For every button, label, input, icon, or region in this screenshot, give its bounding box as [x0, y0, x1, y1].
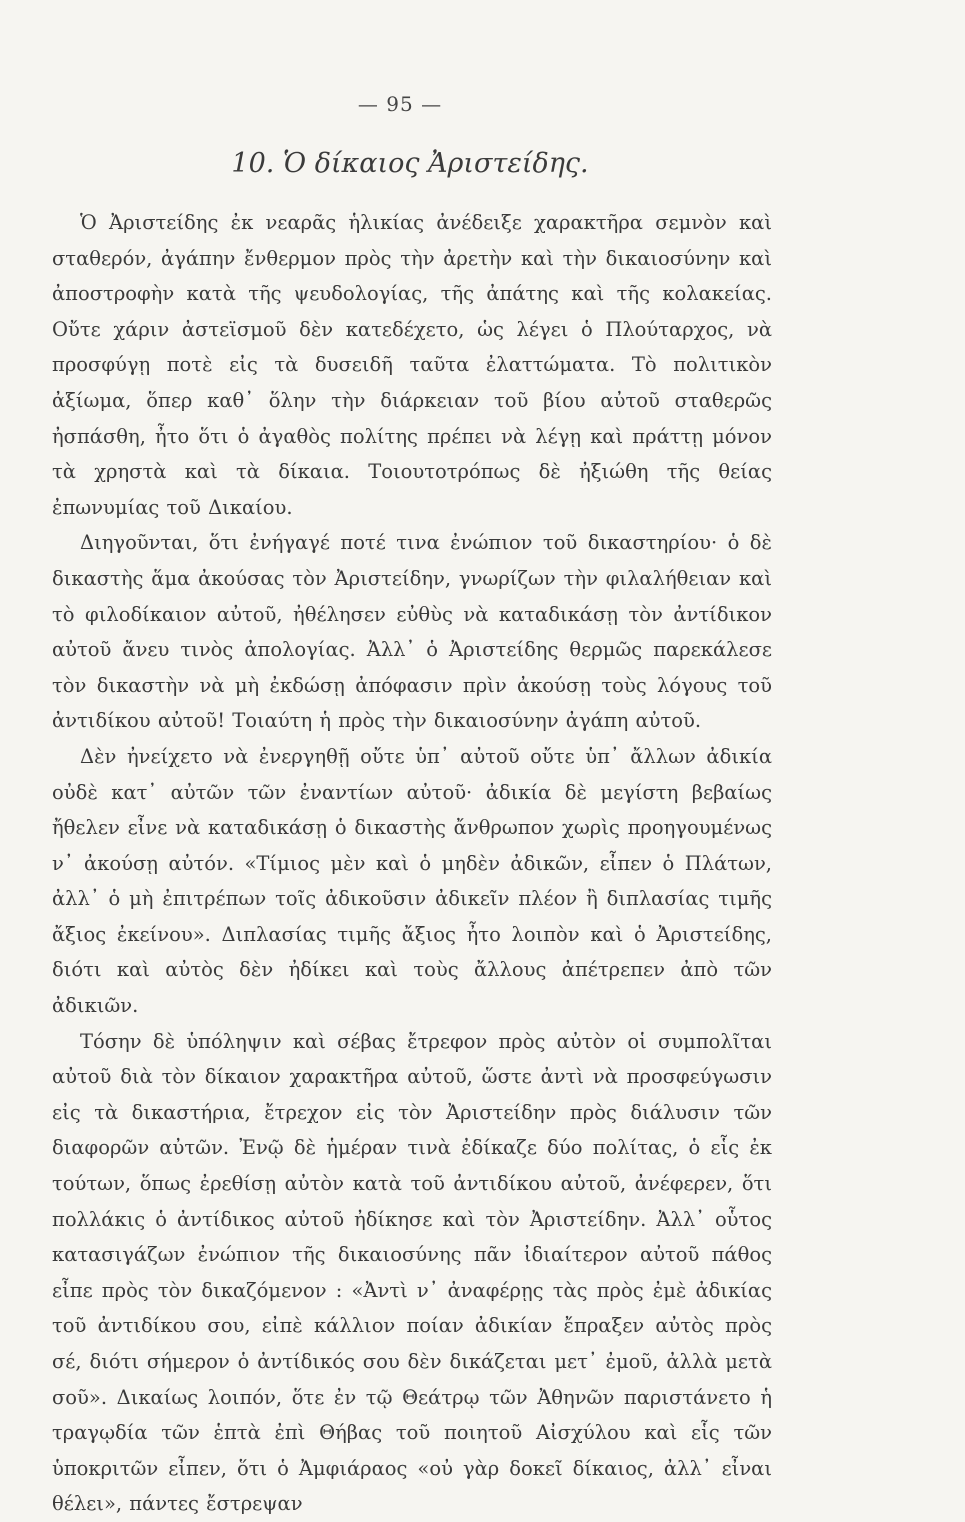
paragraph: Ὁ Ἀριστείδης ἐκ νεαρᾶς ἡλικίας ἀνέδειξε χαρακτῆρα σεμνὸν καὶ σταθερόν, ἀγάπην ἔνθερμον πρὸς τὴν ἀρετὴν καὶ τὴν δικαιοσύνην καὶ ἀποστροφὴν κατὰ τῆς ψευδολογίας, τῆς ἀπάτης καὶ τῆς κολακείας. Οὔτε χάριν ἀστεϊσμοῦ δὲν κατεδέχετο, ὡς λέγει ὁ Πλούταρχος, νὰ προσφύγῃ ποτὲ εἰς τὰ δυσειδῆ ταῦτα ἐλαττώματα. Τὸ πολιτικὸν ἀξίωμα, ὅπερ καθ᾽ ὅλην τὴν διάρκειαν τοῦ βίου αὐτοῦ σταθερῶς ἠσπάσθη, ἦτο ὅτι ὁ ἀγαθὸς πολίτης πρέπει νὰ λέγῃ καὶ πράττῃ μόνον τὰ χρηστὰ καὶ τὰ δίκαια. Τοιουτοτρόπως δὲ ἠξιώθη τῆς θείας ἐπωνυμίας τοῦ Δικαίου.	[52, 211, 772, 519]
page-number: — 95 —	[357, 92, 443, 116]
body-text	[52, 205, 772, 1522]
paragraph: Τόσην δὲ ὑπόληψιν καὶ σέβας ἔτρεφον πρὸς αὐτὸν οἱ συμπολῖται αὐτοῦ διὰ τὸν δίκαιον χαρακτῆρα αὐτοῦ, ὥστε ἀντὶ νὰ προσφεύγωσιν εἰς τὰ δικαστήρια, ἔτρεχον εἰς τὸν Ἀριστείδην πρὸς διάλυσιν τῶν διαφορῶν αὐτῶν. Ἐνῷ δὲ ἡμέραν τινὰ ἐδίκαζε δύο πολίτας, ὁ εἷς ἐκ τούτων, ὅπως ἐρεθίσῃ αὐτὸν κατὰ τοῦ ἀντιδίκου αὐτοῦ, ἀνέφερεν, ὅτι πολλάκις ὁ ἀντίδικος αὐτοῦ ἠδίκησε καὶ τὸν Ἀριστείδην. Ἀλλ᾽ οὗτος κατασιγάζων ἐνώπιον τῆς δικαιοσύνης πᾶν ἰδιαίτερον αὐτοῦ πάθος εἶπε πρὸς τὸν δικαζόμενον : «Ἀντὶ ν᾽ ἀναφέρῃς τὰς πρὸς ἐμὲ ἀδικίας τοῦ ἀντιδίκου σου, εἰπὲ κάλλιον ποίαν ἀδικίαν ἔπραξεν αὐτὸς πρὸς σέ, διότι σήμερον ὁ ἀντίδικός σου δὲν δικάζεται μετ᾽ ἐμοῦ, ἀλλὰ μετὰ σοῦ». Δικαίως λοιπόν, ὅτε ἐν τῷ Θεάτρῳ τῶν Ἀθηνῶν παριστάνετο ἡ τραγῳδία τῶν ἑπτὰ ἐπὶ Θήβας τοῦ ποιητοῦ Αἰσχύλου καὶ εἷς τῶν ὑποκριτῶν εἶπεν, ὅτι ὁ Ἀμφιάραος «οὐ γὰρ δοκεῖ δίκαιος, ἀλλ᾽ εἶναι θέλει», πάντες ἔστρεψαν	[52, 1029, 772, 1516]
paragraph: Διηγοῦνται, ὅτι ἐνήγαγέ ποτέ τινα ἐνώπιον τοῦ δικαστηρίου· ὁ δὲ δικαστὴς ἅμα ἀκούσας τὸν Ἀριστείδην, γνωρίζων τὴν φιλαλήθειαν καὶ τὸ φιλοδίκαιον αὐτοῦ, ἠθέλησεν εὐθὺς νὰ καταδικάσῃ τὸν ἀντίδικον αὐτοῦ ἄνευ τινὸς ἀπολογίας. Ἀλλ᾽ ὁ Ἀριστείδης θερμῶς παρεκάλεσε τὸν δικαστὴν νὰ μὴ ἐκδώσῃ ἀπόφασιν πρὶν ἀκούσῃ τοὺς λόγους τοῦ ἀντιδίκου αὐτοῦ! Τοιαύτη ἡ πρὸς τὴν δικαιοσύνην ἀγάπη αὐτοῦ.	[52, 531, 772, 733]
paragraph: Δὲν ἠνείχετο νὰ ἐνεργηθῇ οὔτε ὑπ᾽ αὐτοῦ οὔτε ὑπ᾽ ἄλλων ἀδικία οὐδὲ κατ᾽ αὐτῶν τῶν ἐναντίων αὐτοῦ· ἀδικία δὲ μεγίστη βεβαίως ἤθελεν εἶνε νὰ καταδικάσῃ ὁ δικαστὴς ἄνθρωπον χωρὶς προηγουμένως ν᾽ ἀκούσῃ αὐτόν. «Τίμιος μὲν καὶ ὁ μηδὲν ἀδικῶν, εἶπεν ὁ Πλάτων, ἀλλ᾽ ὁ μὴ ἐπιτρέπων τοῖς ἀδικοῦσιν ἀδικεῖν πλέον ἢ διπλασίας τιμῆς ἄξιος ἐκείνου». Διπλασίας τιμῆς ἄξιος ἦτο λοιπὸν καὶ ὁ Ἀριστείδης, διότι καὶ αὐτὸς δὲν ἠδίκει καὶ τοὺς ἄλλους ἀπέτρεπεν ἀπὸ τῶν ἀδικιῶν.	[52, 744, 772, 1018]
chapter-title: 10. Ὁ δίκαιος Ἀριστείδης.	[231, 148, 589, 179]
